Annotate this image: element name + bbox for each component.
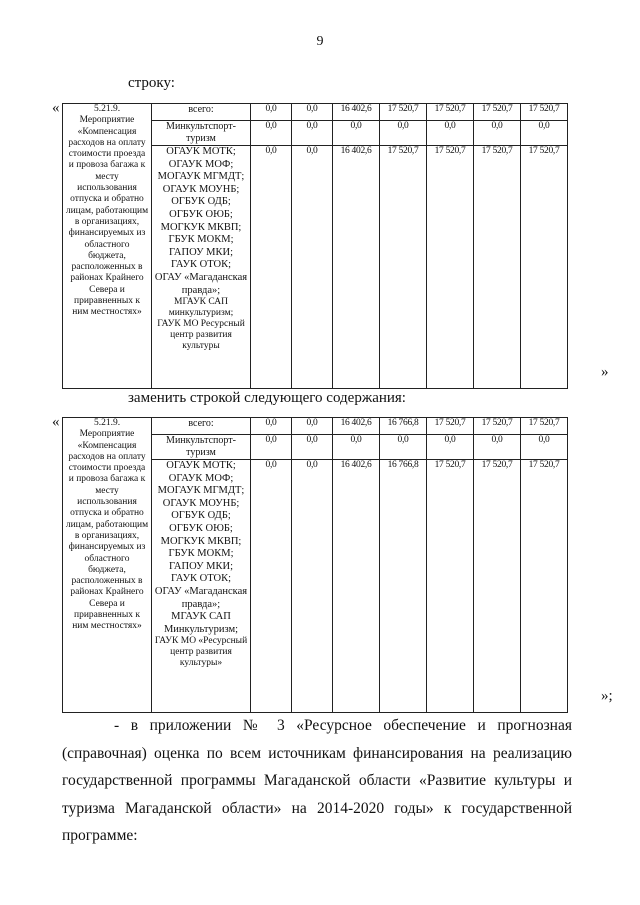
value-cell: 0,0	[333, 435, 380, 460]
value-cell: 17 520,7	[521, 146, 568, 389]
value-cell: 0,0	[251, 460, 292, 713]
measure-description: Мероприятие «Компенсация расходов на оплату стоимости проезда и провоза багажа к месту использования отпуска и обратно лицам, работающим в организациях, финансируемых из областного бюджета, расположенных в районах Крайнего Севера и приравненных к ним местностях»	[65, 429, 149, 632]
org-item: ГАПОУ МКИ;	[169, 560, 233, 572]
org-item: ОГБУК ОЮБ;	[169, 208, 233, 220]
row-label: Минкультспорт-туризм	[152, 435, 251, 460]
org-item: МОГКУК МКВП;	[160, 535, 242, 547]
org-item: МОГКУК МКВП;	[160, 221, 242, 233]
value-cell: 16 402,6	[333, 104, 380, 121]
value-cell: 0,0	[474, 121, 521, 146]
value-cell: 0,0	[292, 104, 333, 121]
value-cell: 0,0	[251, 435, 292, 460]
measure-description: Мероприятие «Компенсация расходов на оплату стоимости проезда и провоза багажа к месту использования отпуска и обратно лицам, работающим в организациях, финансируемых из областного бюджета, расположенных в районах Крайнего Севера и приравненных к ним местностях»	[65, 115, 149, 318]
replacement-row-table	[62, 417, 568, 713]
org-item: ГАУК ОТОК;	[170, 259, 231, 271]
value-cell: 17 520,7	[380, 104, 427, 121]
value-cell: 16 402,6	[333, 460, 380, 713]
close-quote: »	[601, 364, 609, 380]
value-cell: 17 520,7	[474, 104, 521, 121]
value-cell: 0,0	[427, 435, 474, 460]
value-cell: 16 766,8	[380, 418, 427, 435]
value-cell: 16 402,6	[333, 418, 380, 435]
value-cell: 17 520,7	[427, 146, 474, 389]
org-item: ГБУК МОКМ;	[168, 234, 234, 246]
value-cell: 0,0	[521, 121, 568, 146]
value-cell: 0,0	[292, 460, 333, 713]
value-cell: 17 520,7	[521, 460, 568, 713]
original-row-table	[62, 103, 568, 389]
org-item: ОГАУК МОУНБ;	[162, 497, 240, 509]
measure-number: 5.21.9.	[93, 104, 121, 114]
value-cell: 0,0	[333, 121, 380, 146]
row-label: всего:	[152, 104, 251, 121]
body-paragraph: - в приложении № 3 «Ресурсное обеспечение и прогнозная (справочная) оценка по всем источникам финансирования на реализацию государственной программы Магаданской области «Развитие культуры и туризма Магаданской области» на 2014-2020 годы» к государственной программе:	[62, 717, 572, 844]
org-item: ГАУК МО Ресурсный центр развития культуры	[157, 319, 245, 352]
org-item: ГАПОУ МКИ;	[169, 246, 233, 258]
value-cell: 17 520,7	[521, 418, 568, 435]
close-quote: »;	[601, 688, 613, 704]
measure-cell	[63, 418, 152, 713]
org-item: ГАУК МО «Ресурсный центр развития культуры»	[154, 636, 248, 669]
value-cell: 0,0	[251, 104, 292, 121]
value-cell: 0,0	[474, 435, 521, 460]
org-item: ОГАУК МОТК;	[166, 460, 236, 471]
org-item: МГАУК САП минкультуризм;	[168, 297, 234, 319]
org-item: ОГБУК ОДБ;	[171, 510, 231, 522]
org-item: ОГАУК МОУНБ;	[162, 183, 240, 195]
open-quote: «	[52, 100, 60, 116]
value-cell: 17 520,7	[474, 418, 521, 435]
value-cell: 0,0	[521, 435, 568, 460]
open-quote: «	[52, 414, 60, 430]
org-item: МОГАУК МГМДТ;	[157, 171, 245, 183]
org-item: ОГБУК ОДБ;	[171, 196, 231, 208]
intro-text: строку:	[128, 75, 175, 91]
value-cell: 0,0	[251, 146, 292, 389]
value-cell: 17 520,7	[521, 104, 568, 121]
measure-number: 5.21.9.	[93, 418, 121, 428]
org-item: МОГАУК МГМДТ;	[157, 485, 245, 497]
organizations-list	[152, 146, 251, 389]
org-item: ГБУК МОКМ;	[168, 548, 234, 560]
value-cell: 17 520,7	[380, 146, 427, 389]
value-cell: 0,0	[251, 121, 292, 146]
org-item: ГАУК ОТОК;	[170, 573, 231, 585]
org-item: ОГАУК МОФ;	[168, 158, 234, 170]
org-item: ОГАУ «Магаданская правда»;	[154, 585, 248, 610]
row-label: всего:	[152, 418, 251, 435]
value-cell: 0,0	[427, 121, 474, 146]
page-number: 9	[316, 34, 324, 49]
org-item: ОГАУ «Магаданская правда»;	[154, 271, 248, 296]
measure-cell	[63, 104, 152, 389]
org-item: ОГАУК МОФ;	[168, 472, 234, 484]
value-cell: 0,0	[380, 121, 427, 146]
value-cell: 0,0	[380, 435, 427, 460]
value-cell: 17 520,7	[427, 418, 474, 435]
organizations-list	[152, 460, 251, 713]
row-label: Минкультспорт-туризм	[152, 121, 251, 146]
value-cell: 17 520,7	[474, 460, 521, 713]
org-item: ОГАУК МОТК;	[166, 146, 236, 157]
value-cell: 16 766,8	[380, 460, 427, 713]
org-item: МГАУК САП Минкультуризм;	[163, 611, 239, 635]
value-cell: 17 520,7	[427, 460, 474, 713]
value-cell: 0,0	[292, 121, 333, 146]
org-item: ОГБУК ОЮБ;	[169, 522, 233, 534]
value-cell: 0,0	[292, 435, 333, 460]
value-cell: 17 520,7	[427, 104, 474, 121]
value-cell: 17 520,7	[474, 146, 521, 389]
value-cell: 0,0	[292, 418, 333, 435]
value-cell: 16 402,6	[333, 146, 380, 389]
replace-text: заменить строкой следующего содержания:	[128, 390, 406, 406]
value-cell: 0,0	[292, 146, 333, 389]
value-cell: 0,0	[251, 418, 292, 435]
